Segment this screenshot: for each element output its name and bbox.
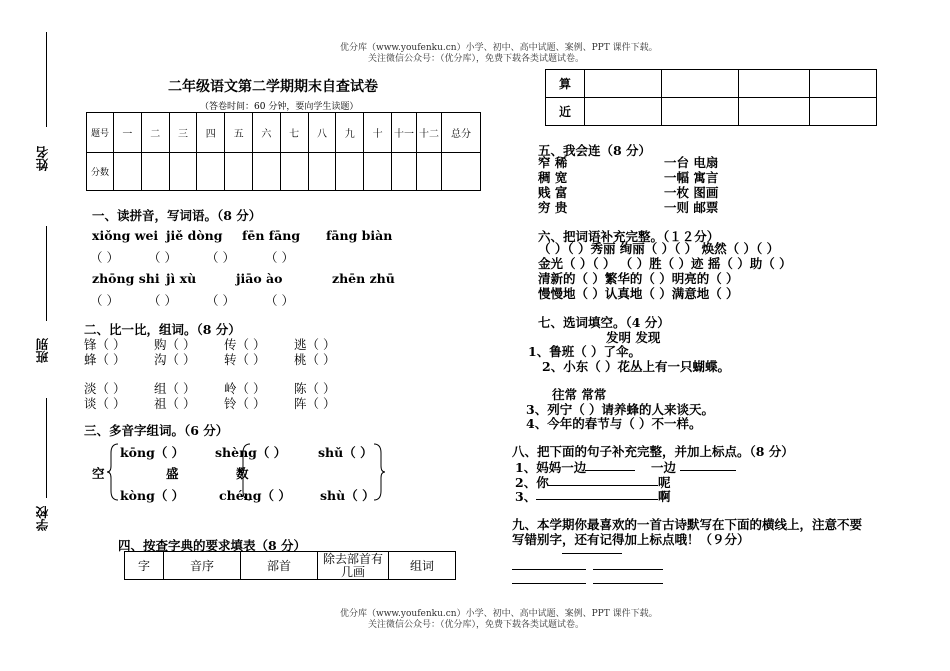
dict-char: 近	[546, 98, 585, 126]
match-item[interactable]: 稠 宽	[538, 170, 568, 185]
compare-item[interactable]: 祖（ ）	[154, 396, 196, 411]
score-cell[interactable]	[280, 153, 308, 191]
dict-cell[interactable]	[810, 98, 877, 126]
match-right	[664, 155, 718, 215]
pinyin: fēn fāng	[242, 228, 301, 243]
sentence-3-end: 啊	[658, 489, 671, 504]
page-title: 二年级语文第二学期期末自查试卷	[168, 79, 378, 95]
score-row-label: 分数	[87, 153, 114, 191]
compare-item[interactable]: 阵（ ）	[294, 396, 336, 411]
polyphone-char: 数	[236, 466, 249, 481]
polyphone-bottom[interactable]: chéng（ ）	[219, 488, 291, 503]
answer-blank[interactable]: （ ）	[148, 293, 177, 308]
polyphone-bottom[interactable]: shù（ ）	[320, 488, 375, 503]
score-header: 二	[141, 113, 169, 153]
pinyin: jì xù	[166, 271, 197, 286]
polyphone-bottom[interactable]: kòng（ ）	[120, 488, 185, 503]
compare-item[interactable]: 蜂（ ）	[84, 352, 126, 367]
answer-blank[interactable]: （ ）	[90, 293, 119, 308]
fill-line[interactable]: 清新的（ ）繁华的（ ）明亮的（ ）	[538, 271, 739, 286]
match-item[interactable]: 窄 稀	[538, 155, 568, 170]
compare-item[interactable]: 岭（ ）	[224, 381, 266, 396]
score-cell[interactable]	[252, 153, 280, 191]
s2-title: 二、比一比，组词。（8 分）	[84, 322, 241, 337]
score-header: 八	[308, 113, 336, 153]
polyphone-char: 盛	[166, 466, 179, 481]
compare-item[interactable]: 桃（ ）	[294, 352, 336, 367]
answer-blank[interactable]: （ ）	[148, 250, 177, 265]
match-left	[538, 155, 567, 215]
compare-item[interactable]: 逃（ ）	[294, 337, 336, 352]
margin-line	[46, 398, 47, 498]
score-header: 九	[336, 113, 364, 153]
score-cell[interactable]	[197, 153, 225, 191]
question[interactable]: 2、小东（ ）花丛上有一只蝴蝶。	[542, 359, 731, 374]
fill-line[interactable]: 金光（ ）（ ） （ ）胜（ ）迹 摇（ ）助（ ）	[538, 256, 792, 271]
compare-item[interactable]: 沟（ ）	[154, 352, 196, 367]
s5-title: 五、我会连（8 分）	[538, 143, 652, 158]
s4-title: 四、按查字典的要求填表（8 分）	[118, 538, 307, 553]
score-header: 六	[252, 113, 280, 153]
s7-title: 七、选词填空。（4 分）	[538, 315, 670, 330]
score-header: 十二	[417, 113, 442, 153]
s1-title: 一、读拼音，写词语。（8 分）	[92, 208, 262, 223]
poem-line[interactable]	[512, 569, 586, 570]
header-line-1: 优分库（www.youfenku.cn）小学、初中、高中试题、案例、PPT 课件下载。	[340, 43, 658, 53]
compare-item[interactable]: 购（ ）	[154, 337, 196, 352]
question[interactable]: 3、列宁（ ）请养蜂的人来谈天。	[526, 402, 715, 417]
match-item[interactable]: 一则 邮票	[664, 200, 719, 215]
poem-line[interactable]	[593, 583, 663, 584]
match-item[interactable]: 一台 电扇	[664, 155, 719, 170]
dict-char: 算	[546, 70, 585, 98]
s8-title: 八、把下面的句子补充完整，并加上标点。（8 分）	[512, 444, 794, 459]
score-cell[interactable]	[442, 153, 481, 191]
poem-line[interactable]	[562, 553, 622, 554]
fill-line[interactable]: （ ）（ ）秀丽 绚丽（ ）（ ） 焕然（ ）（ ）	[538, 241, 780, 256]
dict-cell[interactable]	[739, 98, 810, 126]
score-header: 三	[169, 113, 197, 153]
brace-icon	[106, 443, 120, 501]
s3-title: 三、多音字组词。（6 分）	[84, 423, 229, 438]
pinyin: xiǒng wei	[92, 228, 159, 243]
dict-cell[interactable]	[739, 70, 810, 98]
answer-line[interactable]	[680, 470, 736, 471]
compare-item[interactable]: 锋（ ）	[84, 337, 126, 352]
match-item[interactable]: 穷 贵	[538, 200, 568, 215]
compare-item[interactable]: 组（ ）	[154, 381, 196, 396]
polyphone-top[interactable]: kōng（ ）	[120, 445, 185, 460]
sentence-1b: 一边	[651, 460, 677, 475]
dict-header: 音序	[164, 552, 241, 580]
s2-row	[84, 350, 335, 368]
dict-header: 组词	[389, 552, 456, 580]
compare-item[interactable]: 传（ ）	[224, 337, 266, 352]
word-choices: 发明 发现	[606, 330, 661, 345]
compare-item[interactable]: 陈（ ）	[294, 381, 336, 396]
fill-line[interactable]: 慢慢地（ ）认真地（ ）满意地（ ）	[538, 286, 739, 301]
score-cell[interactable]	[308, 153, 336, 191]
answer-blank[interactable]: （ ）	[206, 293, 235, 308]
score-header: 四	[197, 113, 225, 153]
dict-header: 部首	[241, 552, 318, 580]
pinyin: jiāo ào	[236, 271, 283, 286]
compare-item[interactable]: 谈（ ）	[84, 396, 126, 411]
score-cell[interactable]	[169, 153, 197, 191]
poem-line[interactable]	[593, 569, 663, 570]
poem-line[interactable]	[512, 583, 586, 584]
class-label: 班别	[35, 338, 50, 363]
match-item[interactable]: 贱 富	[538, 185, 568, 200]
answer-blank[interactable]: （ ）	[90, 250, 119, 265]
score-header: 一	[114, 113, 142, 153]
sentence-3: 3、	[515, 489, 537, 504]
dict-header: 除去部首有几画	[318, 552, 389, 580]
header-line-2: 关注微信公众号：（优分库），免费下载各类试题试卷。	[368, 54, 585, 64]
footer-line-2: 关注微信公众号：（优分库），免费下载各类试题试卷。	[368, 620, 585, 630]
score-header: 十	[364, 113, 392, 153]
pinyin: fāng biàn	[326, 228, 393, 243]
s2-row	[84, 394, 335, 412]
polyphone-char: 空	[92, 466, 105, 481]
dict-cell[interactable]	[662, 70, 739, 98]
dict-cell[interactable]	[662, 98, 739, 126]
answer-blank[interactable]: （ ）	[265, 293, 294, 308]
score-row-label: 题号	[87, 113, 114, 153]
pinyin: jiě dòng	[166, 228, 223, 243]
match-item[interactable]: 一枚 图画	[664, 185, 719, 200]
score-cell[interactable]	[336, 153, 364, 191]
dict-cell[interactable]	[810, 70, 877, 98]
s9-title-2: 写错别字，还有记得加上标点哦！（９分）	[512, 532, 750, 547]
s6-title: 六、把词语补充完整。（１２分）	[538, 229, 720, 244]
margin-line	[46, 226, 47, 321]
word-choices: 往常 常常	[552, 387, 607, 402]
pinyin: zhōng shi	[92, 271, 160, 286]
sentence-2-end: 呢	[658, 475, 671, 490]
dict-cell[interactable]	[585, 98, 662, 126]
answer-blank[interactable]: （ ）	[206, 250, 235, 265]
score-header: 七	[280, 113, 308, 153]
compare-item[interactable]: 淡（ ）	[84, 381, 126, 396]
score-header: 总分	[442, 113, 481, 153]
score-cell[interactable]	[364, 153, 392, 191]
score-table	[86, 112, 481, 191]
pinyin: zhēn zhū	[332, 271, 395, 286]
polyphone-top[interactable]: shǔ（ ）	[318, 445, 373, 460]
answer-line[interactable]	[536, 499, 658, 500]
polyphone-top[interactable]: shèng（ ）	[215, 445, 287, 460]
score-cell[interactable]	[225, 153, 253, 191]
dictionary-table-body	[545, 69, 877, 126]
score-header: 十一	[392, 113, 417, 153]
subtitle: （答卷时间：60 分钟，要向学生读题）	[200, 102, 359, 112]
score-cell[interactable]	[417, 153, 442, 191]
sentence-2: 2、你	[515, 475, 549, 490]
dict-header: 字	[125, 552, 164, 580]
dictionary-table-header	[124, 551, 456, 580]
question[interactable]: 4、今年的春节与（ ）不一样。	[526, 416, 702, 431]
name-label: 姓名	[35, 146, 50, 171]
dict-cell[interactable]	[585, 70, 662, 98]
score-cell[interactable]	[141, 153, 169, 191]
question[interactable]: 1、鲁班（ ）了伞。	[528, 344, 642, 359]
margin-line	[46, 32, 47, 127]
score-cell[interactable]	[392, 153, 417, 191]
sentence-1a: 1、妈妈一边	[515, 460, 587, 475]
answer-blank[interactable]: （ ）	[265, 250, 294, 265]
compare-item[interactable]: 铃（ ）	[224, 396, 266, 411]
compare-item[interactable]: 转（ ）	[224, 352, 266, 367]
match-item[interactable]: 一幅 寓言	[664, 170, 719, 185]
answer-line[interactable]	[548, 485, 658, 486]
school-label: 学校	[35, 506, 50, 531]
answer-line[interactable]	[585, 470, 635, 471]
score-header: 五	[225, 113, 253, 153]
score-cell[interactable]	[114, 153, 142, 191]
s9-title: 九、本学期你最喜欢的一首古诗默写在下面的横线上，注意不要	[512, 517, 863, 532]
fill-words	[538, 241, 792, 301]
footer-line-1: 优分库（www.youfenku.cn）小学、初中、高中试题、案例、PPT 课件下载。	[340, 609, 658, 619]
